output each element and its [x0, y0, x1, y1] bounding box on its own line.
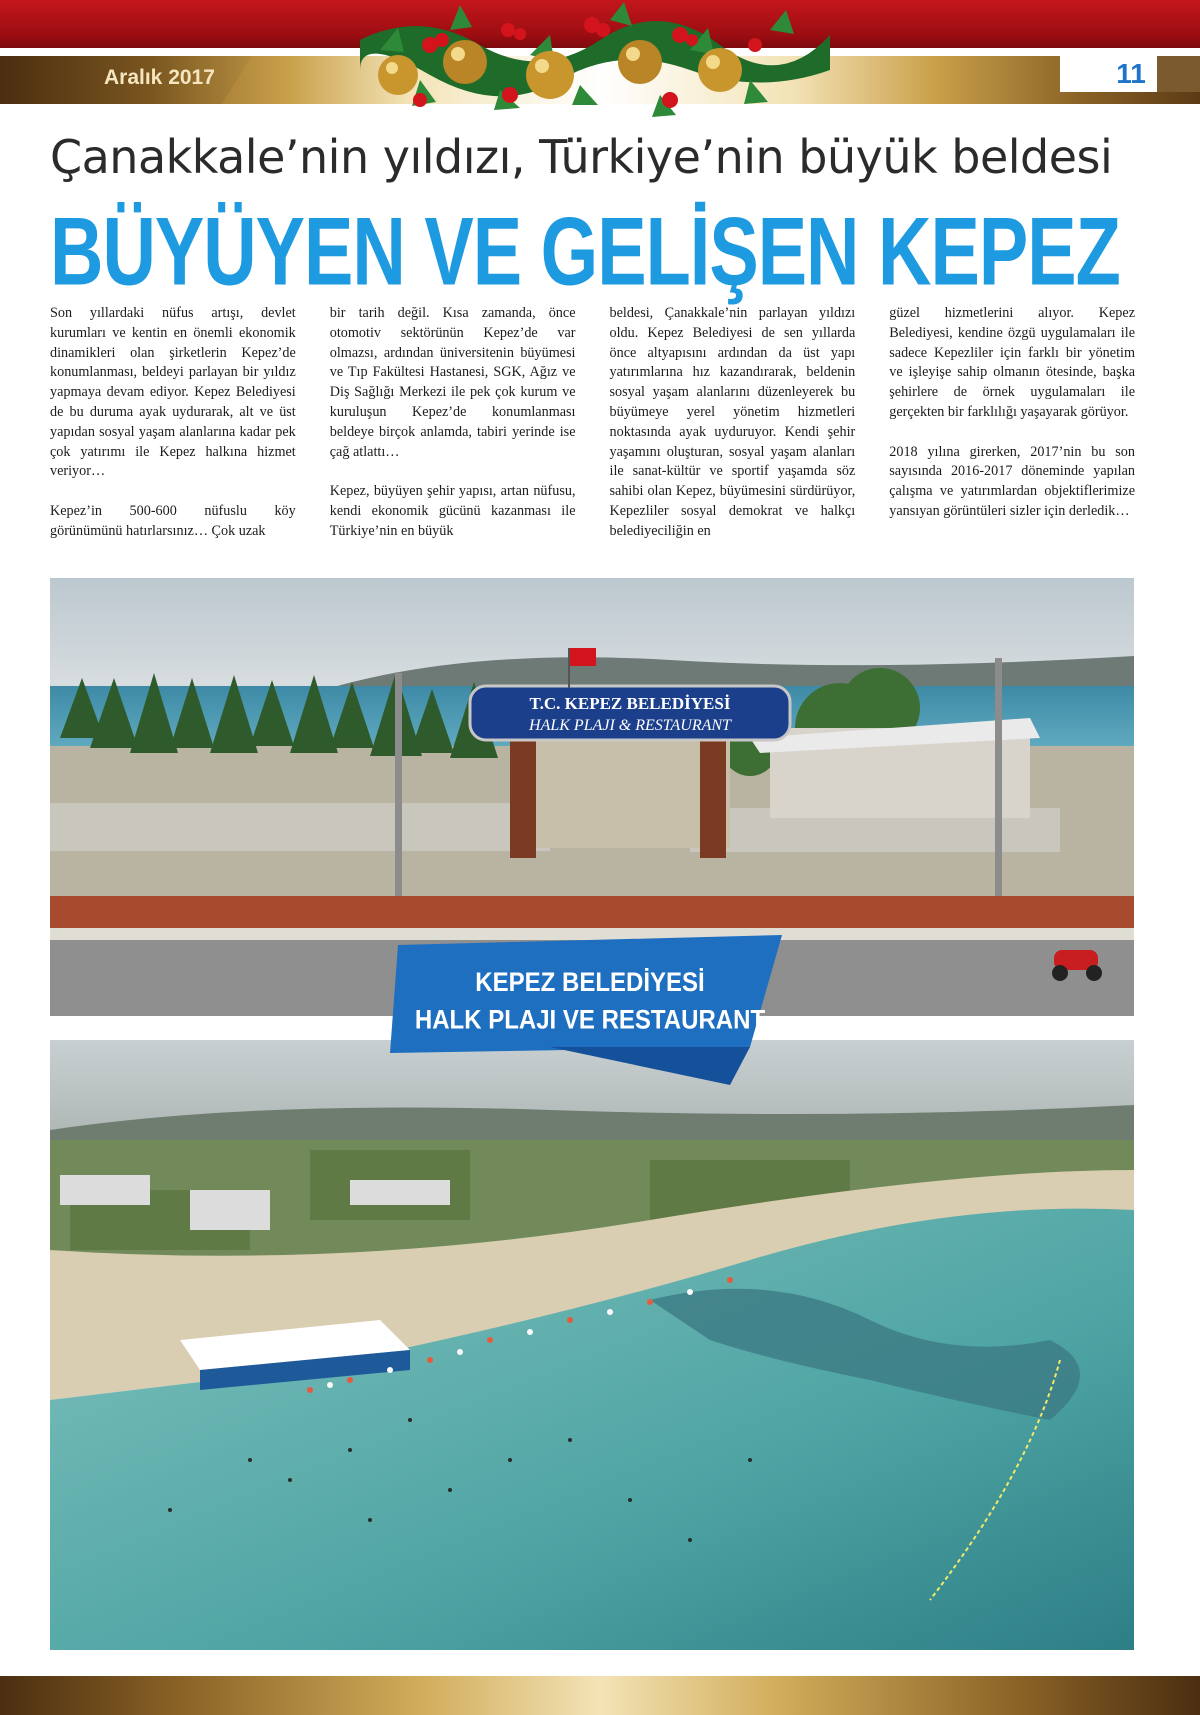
paragraph: beldesi, Çanakkale’nin parlayan yıldızı oldu. Kepez Belediyesi de sen yıllarda önce altyapısını ardından da üst yapı yatırımlarına hız kazandırarak, beldenin sosyal yaşam alanlarını düzenleyerek bu büyümeye yerel yönetim hizmetleri noktasında ayak uyduruyor. Kendi şehir yaşamını oluşturan, sosyal yaşam alanları ile sanat-kültür ve sportif yaşamda söz sahibi olan Kepez, büyümesini sürdürüyor, Kepezliler sosyal demokrat ve halkçı belediyeciliğin en — [609, 305, 856, 539]
article-column-1 — [50, 304, 296, 564]
article-column-4 — [889, 304, 1135, 564]
article-column-3 — [610, 304, 856, 564]
caption-line-1: KEPEZ BELEDİYESİ — [475, 967, 705, 998]
page-number: 11 — [1105, 56, 1157, 92]
gate-sign-line2: HALK PLAJI & RESTAURANT — [529, 717, 731, 734]
caption-line-2: HALK PLAJI VE RESTAURANT — [414, 1005, 766, 1035]
aerial-beach-photo — [50, 1040, 1134, 1650]
article-body — [50, 304, 1135, 564]
footer-gold-band — [0, 1676, 1200, 1715]
paragraph: 2018 yılına girerken, 2017’nin bu son sayısında 2016-2017 döneminde yapılan çalışma ve yatırımlardan objektiflerimize yansıyan görüntüleri sizler için derledik… — [889, 443, 1135, 519]
paragraph: Kepez, büyüyen şehir yapısı, artan nüfusu, kendi ekonomik gücünü kazanması ile Türkiye’nin en büyük — [329, 483, 576, 539]
paragraph: Son yıllardaki nüfus artışı, devlet kurumları ve kentin en önemli ekonomik dinamikleri olan şirketlerin Kepez’de konumlanması, beldeyi parlayan bir yıldız yapmaya devam ediyor. Kepez Belediyesi de bu duruma ayak uydurarak, alt ve üst yapıdan sosyal yaşam alanlarına kadar pek çok yatırımı ile Kepez halkına hizmet veriyor… — [50, 305, 296, 480]
photo-caption-text — [398, 965, 782, 1040]
paragraph: bir tarih değil. Kısa zamanda, önce otomotiv sektörünün Kepez’de var olmazsı, ardından üniversitenin büyümesi ve Tıp Fakültesi Hastanesi, SGK, Ağız ve Diş Sağlığı Merkezi ile pek çok kurum ve kuruluşun Kepez’de konumlanması beldeye birçok anlamda, tabiri yerinde ise çağ atlattı… — [329, 305, 576, 460]
article-headline: BÜYÜYEN VE GELİŞEN KEPEZ — [50, 197, 1120, 306]
paragraph: Kepez’in 500-600 nüfuslu köy görünümünü hatırlarsınız… Çok uzak — [50, 502, 296, 539]
issue-month: Aralık 2017 — [104, 66, 215, 89]
article-kicker: Çanakkale’nin yıldızı, Türkiye’nin büyük beldesi — [50, 130, 1113, 184]
gate-sign-line1: T.C. KEPEZ BELEDİYESİ — [529, 694, 731, 713]
christmas-garland-illustration — [360, 0, 830, 130]
article-column-2 — [330, 304, 576, 564]
paragraph: güzel hizmetlerini alıyor. Kepez Belediyesi, kendine özgü uygulamaları ile sadece Kepezliler için farklı bir yönetim ve işleyişe sahip olmanın ötesinde, başka şehirlere de örnek uygulamaları ile gerçekten bir farklılığı yaşayarak görüyor. — [889, 305, 1135, 420]
